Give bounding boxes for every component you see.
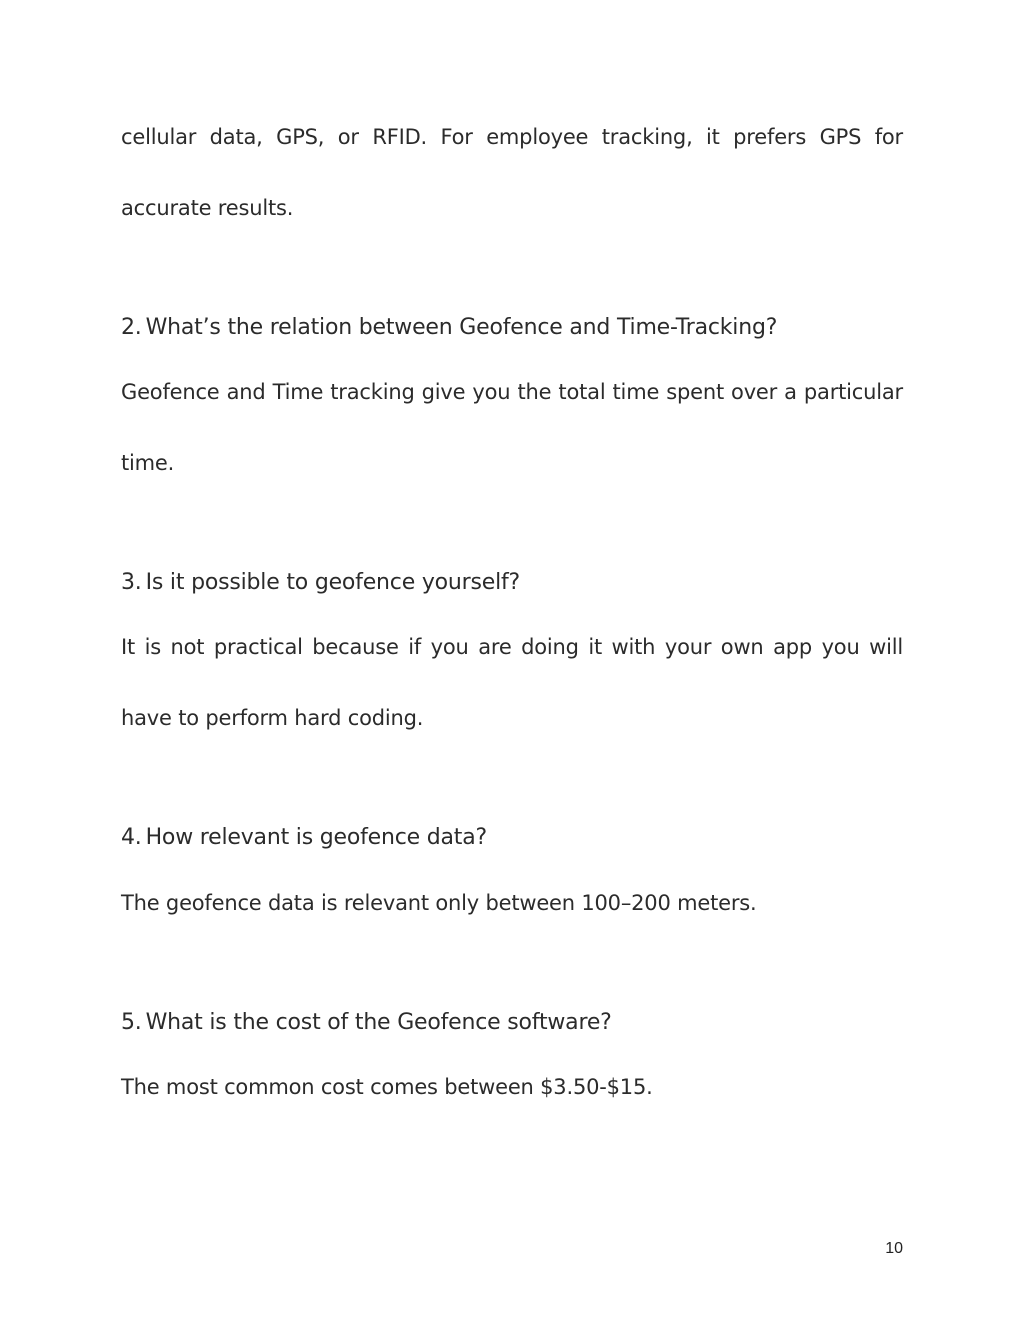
faq-question-number: 2. — [121, 315, 142, 340]
faq-question-text: Is it possible to geofence yourself? — [145, 570, 521, 595]
intro-paragraph: cellular data, GPS, or RFID. For employee tracking, it prefers GPS for accurate results. — [121, 125, 903, 220]
faq-question-text: How relevant is geofence data? — [145, 825, 487, 850]
faq-answer-5: The most common cost comes between $3.50-$15. — [121, 1075, 653, 1099]
faq-question-4 — [121, 823, 903, 853]
faq-question-2 — [121, 313, 903, 343]
faq-answer-3: It is not practical because if you are doing it with your own app you will have to perform hard coding. — [121, 635, 903, 730]
document-page — [121, 0, 903, 1325]
faq-question-number: 4. — [121, 825, 142, 850]
faq-question-text: What’s the relation between Geofence and Time-Tracking? — [145, 315, 778, 340]
faq-answer-4: The geofence data is relevant only between 100–200 meters. — [121, 891, 757, 915]
faq-question-text: What is the cost of the Geofence software? — [145, 1010, 612, 1035]
faq-question-3 — [121, 568, 903, 598]
faq-answer-2: Geofence and Time tracking give you the total time spent over a particular time. — [121, 380, 903, 475]
faq-question-5 — [121, 1008, 903, 1038]
faq-question-number: 3. — [121, 570, 142, 595]
page-number: 10 — [885, 1240, 903, 1257]
faq-question-number: 5. — [121, 1010, 142, 1035]
